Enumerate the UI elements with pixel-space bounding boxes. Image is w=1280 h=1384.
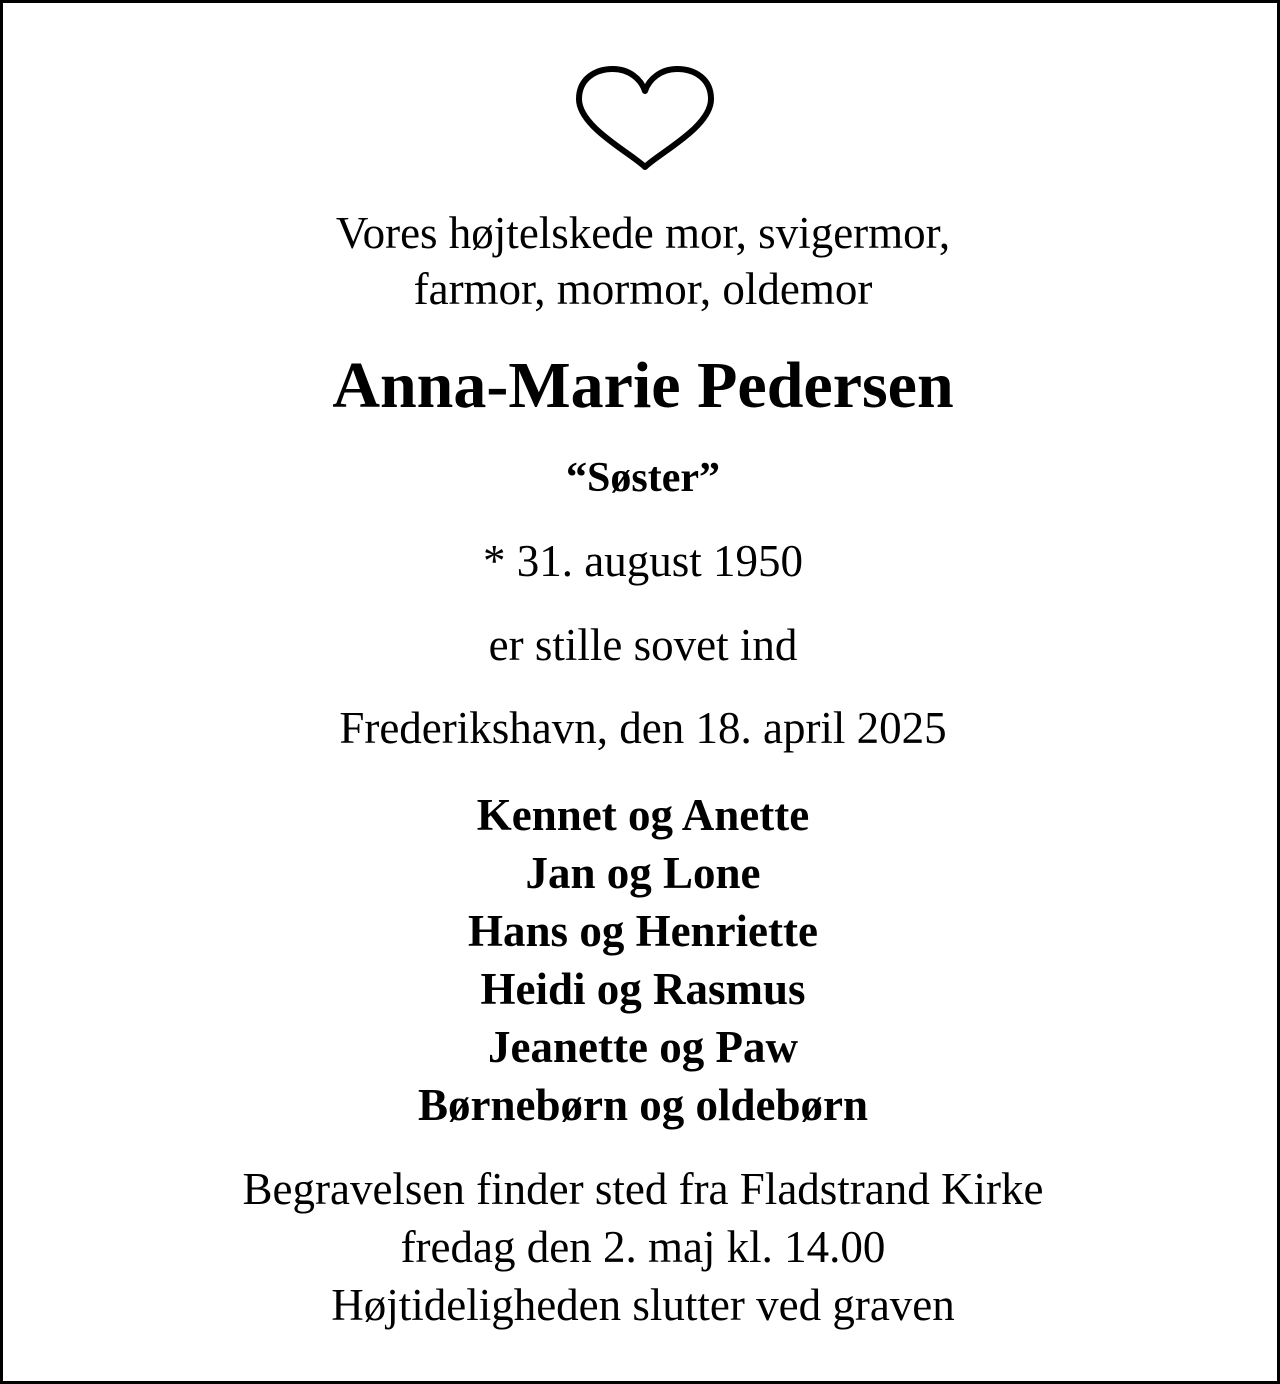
intro-line-2: farmor, mormor, oldemor xyxy=(413,264,873,314)
intro-line-1: Vores højtelskede mor, svigermor, xyxy=(335,208,951,258)
birth-date: * 31. august 1950 xyxy=(483,536,803,586)
place-date: Frederikshavn, den 18. april 2025 xyxy=(339,703,947,753)
signatory-line: Jeanette og Paw xyxy=(488,1022,798,1072)
signatory-line: Kennet og Anette xyxy=(476,790,810,840)
deceased-name: Anna-Marie Pedersen xyxy=(332,349,954,422)
signatory-line: Børnebørn og oldebørn xyxy=(417,1080,869,1130)
funeral-line-3: Højtideligheden slutter ved graven xyxy=(331,1280,955,1330)
funeral-line-2: fredag den 2. maj kl. 14.00 xyxy=(400,1222,886,1272)
heart-icon xyxy=(571,65,719,175)
signatory-line: Hans og Henriette xyxy=(468,906,818,956)
funeral-line-1: Begravelsen finder sted fra Fladstrand Kirke xyxy=(242,1164,1044,1214)
signatory-line: Jan og Lone xyxy=(525,848,761,898)
passed-text: er stille sovet ind xyxy=(488,620,798,670)
signatory-line: Heidi og Rasmus xyxy=(480,964,806,1014)
nickname: “Søster” xyxy=(566,455,720,501)
